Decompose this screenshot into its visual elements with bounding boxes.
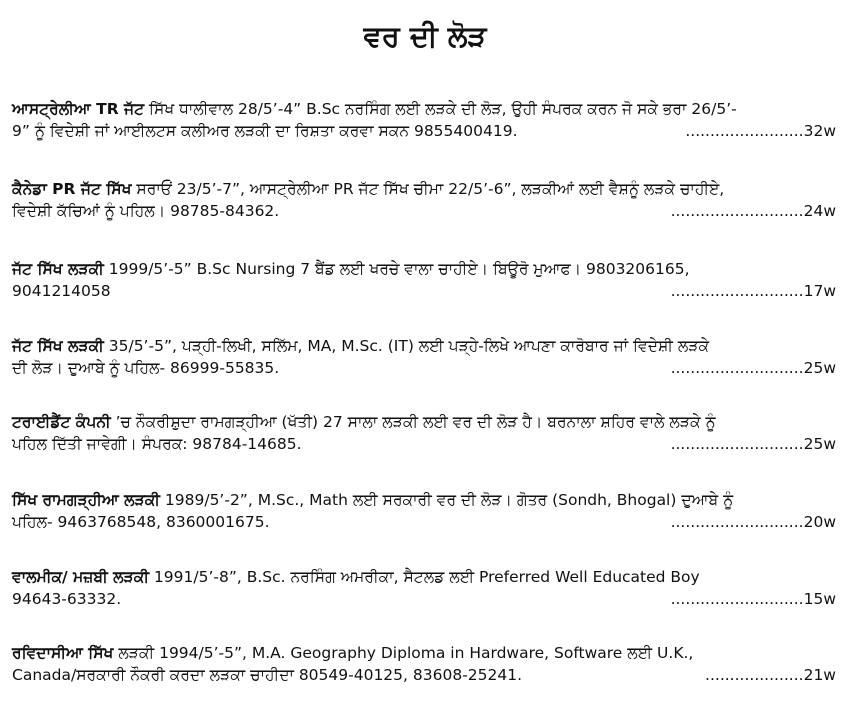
ad-text: ਲੜਕੀ 1994/5’-5”, M.A. Geography Diploma in Hardware, Software ਲਈ U.K., (113, 644, 694, 662)
ad-code: ...........................17w (670, 282, 836, 300)
ad-code: ...........................25w (670, 435, 836, 453)
ad-text: ਸਿੱਖ ਧਾਲੀਵਾਲ 28/5’-4” B.Sc ਨਰਸਿੰਗ ਲਈ ਲੜਕੇ ਦੀ ਲੋੜ, ਉਹੀ ਸੰਪਰਕ ਕਰਨ ਜੋ ਸਕੇ ਭਰਾ 26/5’- (144, 100, 737, 118)
ad-line-2 (12, 664, 836, 686)
ad-line-1 (12, 642, 836, 664)
ad-code: ........................32w (685, 122, 836, 140)
ad-line-1 (12, 258, 836, 280)
ad-line-2 (12, 280, 836, 302)
matrimonial-ad (12, 98, 836, 142)
ad-lead: ਸਿੱਖ ਰਾਮਗੜ੍ਹੀਆ ਲੜਕੀ (12, 491, 160, 509)
page-title: ਵਰ ਦੀ ਲੋੜ (363, 19, 487, 53)
ad-line-2 (12, 433, 836, 455)
ad-text: ਪਹਿਲ ਦਿੱਤੀ ਜਾਵੇਗੀ। ਸੰਪਰਕ: 98784-14685. (12, 435, 302, 453)
ad-text: ਸਰਾਓਂ 23/5’-7”, ਆਸਟ੍ਰੇਲੀਆ PR ਜੱਟ ਸਿੱਖ ਚੀਮਾ 22/5’-6”, ਲੜਕੀਆਂ ਲਈ ਵੈਸ਼ਨੂੰ ਲੜਕੇ ਚਾਹੀਏ, (131, 180, 725, 198)
ad-text: ’ਚ ਨੌਕਰੀਸ਼ੁਦਾ ਰਾਮਗੜ੍ਹੀਆ (ਖੱਤੀ) 27 ਸਾਲਾ ਲੜਕੀ ਲਈ ਵਰ ਦੀ ਲੋੜ ਹੈ। ਬਰਨਾਲਾ ਸ਼ਹਿਰ ਵਾਲੇ ਲੜਕੇ ਨੂੰ (110, 413, 716, 431)
matrimonial-ad (12, 642, 836, 686)
matrimonial-ad (12, 258, 836, 302)
ad-line-1 (12, 489, 836, 511)
matrimonial-ad (12, 178, 836, 222)
ad-code: ...........................24w (670, 202, 836, 220)
ad-lead: ਰਵਿਦਾਸੀਆ ਸਿੱਖ (12, 644, 114, 662)
ad-text: 1989/5’-2”, M.Sc., Math ਲਈ ਸਰਕਾਰੀ ਵਰ ਦੀ ਲੋੜ। ਗੋਤਰ (Sondh, Bhogal) ਦੁਆਬੇ ਨੂੰ (159, 491, 734, 509)
ad-code: ...........................20w (670, 513, 836, 531)
ad-text: 94643-63332. (12, 590, 122, 608)
ad-line-2 (12, 511, 836, 533)
ad-line-2 (12, 200, 836, 222)
ad-line-1 (12, 98, 836, 120)
ad-text: ਵਿਦੇਸ਼ੀ ਕੱਚਿਆਂ ਨੂੰ ਪਹਿਲ। 98785-84362. (12, 202, 280, 220)
ad-line-1 (12, 178, 836, 200)
matrimonial-ad (12, 335, 836, 379)
ad-lead: ਟਰਾਈਡੈਂਟ ਕੰਪਨੀ (12, 413, 111, 431)
ad-text: 9041214058 (12, 282, 111, 300)
ad-line-2 (12, 588, 836, 610)
ad-line-1 (12, 566, 836, 588)
ad-line-2 (12, 357, 836, 379)
ad-text: ਪਹਿਲ- 9463768548, 8360001675. (12, 513, 270, 531)
ad-line-1 (12, 335, 836, 357)
ad-text: 35/5’-5”, ਪੜ੍ਹੀ-ਲਿਖੀ, ਸਲਿੱਮ, MA, M.Sc. (IT) ਲਈ ਪੜ੍ਹੇ-ਲਿਖੇ ਆਪਣਾ ਕਾਰੋਬਾਰ ਜਾਂ ਵਿਦੇਸ਼ੀ ਲੜਕੇ (103, 337, 710, 355)
matrimonial-ad (12, 566, 836, 610)
ad-text: 1991/5’-8”, B.Sc. ਨਰਸਿੰਗ ਅਮਰੀਕਾ, ਸੈਟਲਡ ਲਈ Preferred Well Educated Boy (148, 568, 700, 586)
matrimonial-ad (12, 411, 836, 455)
ad-lead: ਜੱਟ ਸਿੱਖ ਲੜਕੀ (12, 337, 104, 355)
ad-lead: ਕੈਨੇਡਾ PR ਜੱਟ ਸਿੱਖ (12, 180, 132, 198)
ad-lead: ਆਸਟ੍ਰੇਲੀਆ TR ਜੱਟ (12, 100, 145, 118)
ad-line-2 (12, 120, 836, 142)
ad-code: ...........................15w (670, 590, 836, 608)
ad-text: ਦੀ ਲੋੜ। ਦੁਆਬੇ ਨੂੰ ਪਹਿਲ- 86999-55835. (12, 359, 280, 377)
ad-lead: ਜੱਟ ਸਿੱਖ ਲੜਕੀ (12, 260, 104, 278)
ad-lead: ਵਾਲਮੀਕ/ ਮਜ਼ਬੀ ਲੜਕੀ (12, 568, 149, 586)
ad-text: 9” ਨੂੰ ਵਿਦੇਸ਼ੀ ਜਾਂ ਆਈਲਟਸ ਕਲੀਅਰ ਲੜਕੀ ਦਾ ਰਿਸ਼ਤਾ ਕਰਵਾ ਸਕਨ 9855400419. (12, 122, 518, 140)
ad-code: ....................21w (705, 666, 836, 684)
ad-line-1 (12, 411, 836, 433)
ad-text: Canada/ਸਰਕਾਰੀ ਨੌਕਰੀ ਕਰਦਾ ਲੜਕਾ ਚਾਹੀਦਾ 80549-40125, 83608-25241. (12, 666, 523, 684)
ad-text: 1999/5’-5” B.Sc Nursing 7 ਬੈਂਡ ਲਈ ਖਰਚੇ ਵਾਲਾ ਚਾਹੀਏ। ਬਿਊਰੋ ਮੁਆਫ। 9803206165, (103, 260, 690, 278)
matrimonial-ad (12, 489, 836, 533)
ad-code: ...........................25w (670, 359, 836, 377)
